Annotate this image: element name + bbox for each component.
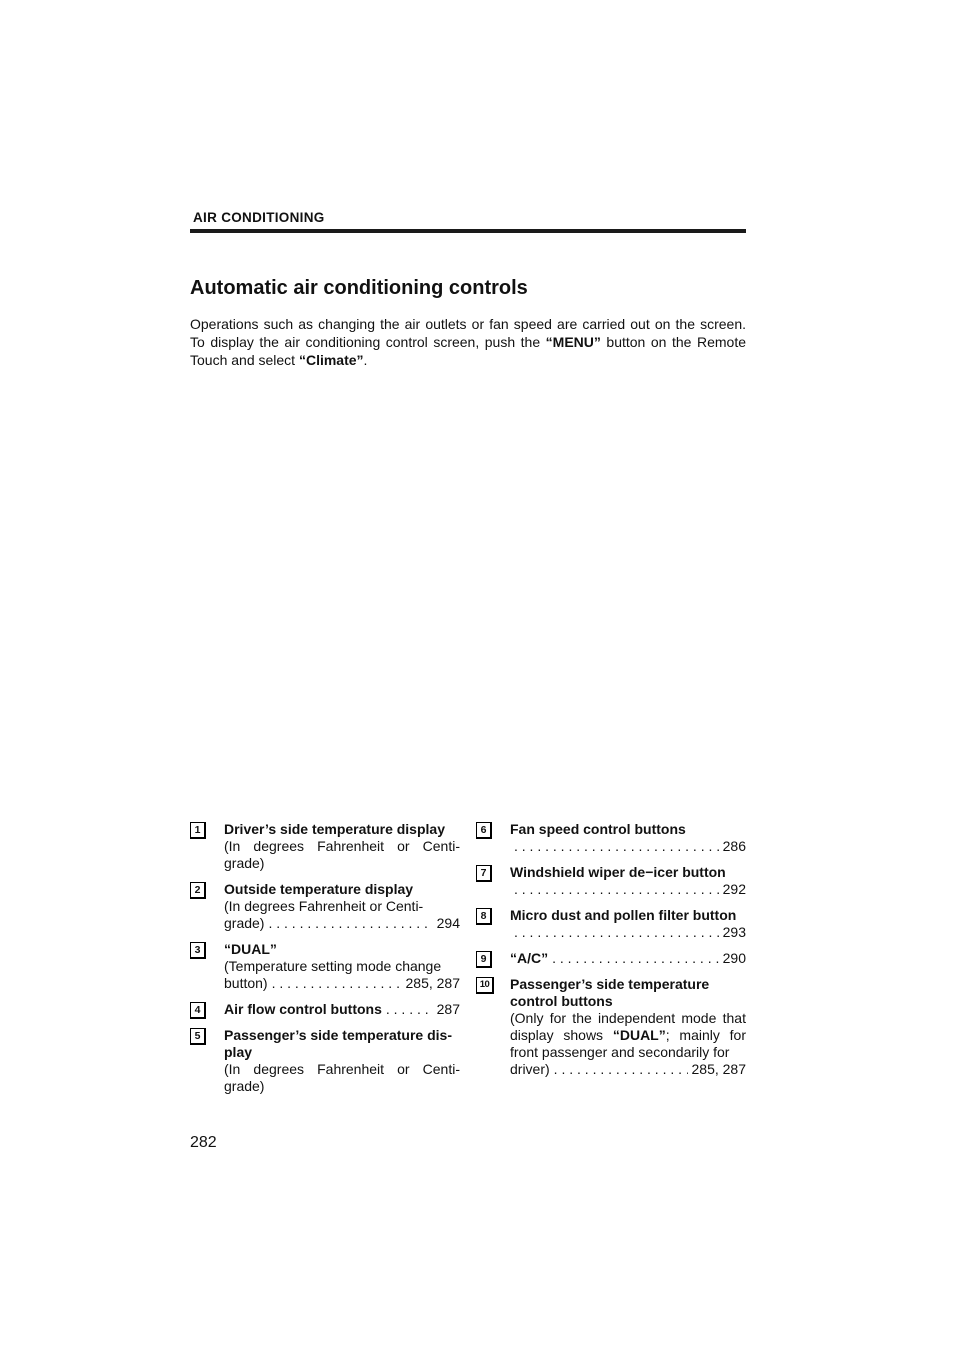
page-reference [510,838,746,855]
legend-column-right [476,821,746,1087]
item-number-box: 7 [476,865,492,882]
item-description-lead: grade) [224,915,265,931]
page-reference [510,924,746,941]
intro-text-1: Operations such as changing the air outlets or fan speed are carried out on the screen. To display the air conditioning control screen, push the [190,316,746,350]
legend-item-9 [476,950,746,967]
intro-text-3: . [363,352,368,368]
legend-item-6 [476,821,746,855]
page-ref-number: 292 [722,881,746,897]
legend-item-4 [190,1001,460,1018]
legend-item-1 [190,821,460,872]
item-label: Fan speed control buttons [510,821,686,837]
item-number-box: 4 [190,1002,206,1019]
item-number-box: 1 [190,822,206,839]
page-reference [510,1061,746,1078]
dual-label: “DUAL” [612,1027,666,1043]
page-ref-number: 293 [722,924,746,940]
legend-item-2 [190,881,460,932]
item-description-lead: driver) [510,1061,550,1077]
page-ref-number: 290 [722,950,746,966]
menu-button-name: “MENU” [545,334,601,350]
header-rule [190,229,746,233]
item-label: Air flow control buttons [224,1001,382,1017]
item-number-box: 5 [190,1028,206,1045]
page-reference [510,881,746,898]
intro-paragraph [190,315,746,369]
page-reference [224,1001,460,1018]
item-description: (In degrees Fahrenheit or Centi-grade) [224,1061,460,1094]
item-label: Passenger’s side temperature dis-play [224,1027,452,1060]
legend-item-10 [476,976,746,1078]
item-label: Driver’s side temperature display [224,821,445,837]
legend-item-7 [476,864,746,898]
item-number-box: 8 [476,908,492,925]
item-description-text-2: ; mainly for front passenger and secondarily for [510,1027,746,1060]
item-description: (In degrees Fahrenheit or Centi-grade) [224,838,460,871]
page-reference [510,950,746,967]
item-description: (In degrees Fahrenheit or Centi- [224,898,424,914]
page-reference [224,915,460,932]
legend-item-3 [190,941,460,992]
item-number-box: 6 [476,822,492,839]
page-ref-number: 285, 287 [691,1061,746,1077]
item-description: (Temperature setting mode change [224,958,442,974]
item-number-box: 10 [476,977,494,994]
item-description-lead: button) [224,975,268,991]
item-label: Micro dust and pollen filter button [510,907,737,923]
page-ref-number: 285, 287 [405,975,460,991]
page-number: 282 [190,1134,217,1151]
page-ref-number: 287 [436,1001,460,1017]
climate-option-name: “Climate” [298,352,364,368]
item-label: Passenger’s side temperature control buttons [510,976,710,1009]
page-title: Automatic air conditioning controls [190,277,528,299]
page-reference [224,975,460,992]
section-header: AIR CONDITIONING [193,210,325,225]
legend-column-left [190,821,460,1104]
item-label: Outside temperature display [224,881,414,897]
page-ref-number: 286 [722,838,746,854]
page-ref-number: 294 [436,915,460,931]
item-number-box: 2 [190,882,206,899]
item-number-box: 3 [190,942,206,959]
legend-item-5 [190,1027,460,1095]
item-label: Windshield wiper de−icer button [510,864,726,880]
item-description [510,1010,746,1061]
item-number-box: 9 [476,951,492,968]
item-description-text: (Only for the independent mode that display shows [510,1010,746,1043]
item-label: “A/C” [510,950,549,966]
legend-item-8 [476,907,746,941]
intro-text-2: button on the Remote Touch and select [190,334,746,368]
item-label: “DUAL” [224,941,277,957]
